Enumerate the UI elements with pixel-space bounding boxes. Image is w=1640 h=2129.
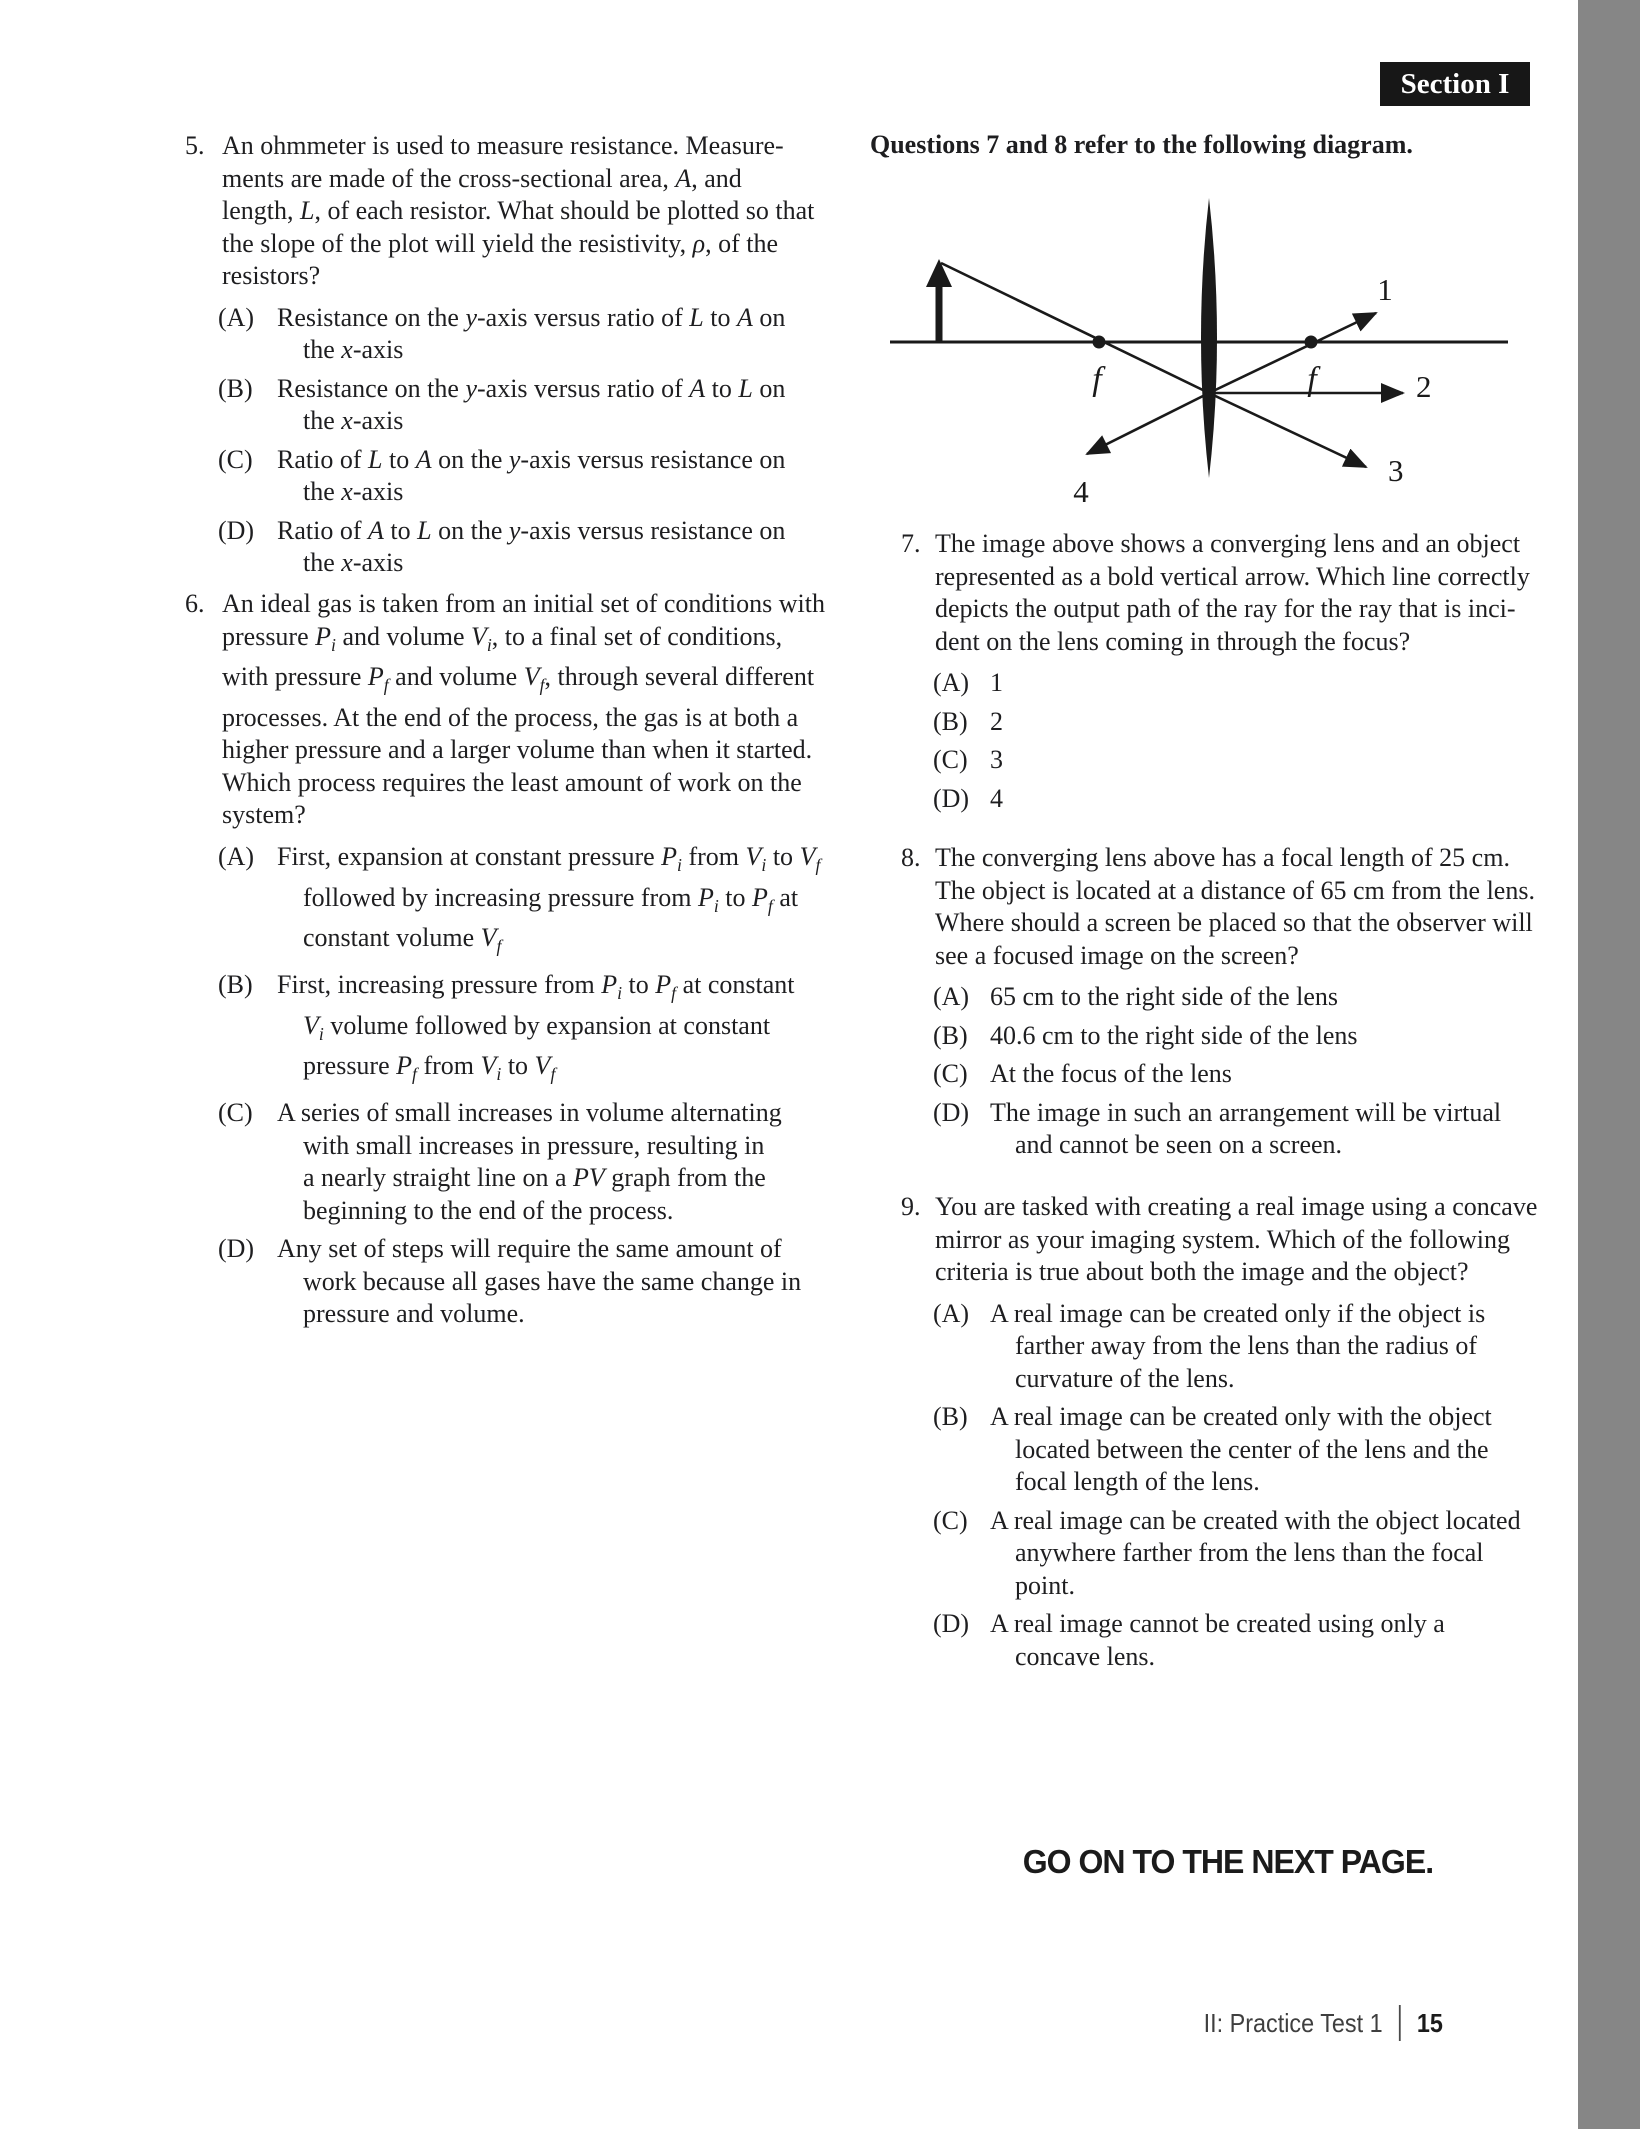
focal-point-left xyxy=(1093,336,1106,349)
question-9 xyxy=(901,1191,1541,1679)
option-text: First, increasing pressure from $P_i$ to $P_f$ at constant $V_i$ volume followed by expansion at constant pressure $P_f$ from $V_i$ to $V_f$ xyxy=(277,969,795,1085)
option-letter: (B) xyxy=(933,706,968,736)
question-8-option-b xyxy=(933,1020,1541,1053)
option-letter: (A) xyxy=(933,982,970,1011)
page-number: 15 xyxy=(1416,2007,1443,2038)
section-badge xyxy=(1380,62,1530,106)
incident-ray xyxy=(941,263,1209,393)
question-5-option-b xyxy=(218,373,845,438)
ray-1 xyxy=(1209,313,1376,393)
diagram-header: Questions 7 and 8 refer to the following diagram. xyxy=(870,130,1413,159)
option-text: Any set of steps will require the same amount of work because all gases have the same change in pressure and volume. xyxy=(277,1234,802,1328)
question-8-stem: The converging lens above has a focal length of 25 cm. The object is located at a distance of 65 cm from the lens. Where should a screen be placed so that the observer will see a focused image on the screen? xyxy=(935,843,1535,970)
option-text: Ratio of L to A on the y-axis versus resistance on the x-axis xyxy=(277,444,786,506)
question-6-option-d xyxy=(218,1233,845,1331)
question-5-option-a xyxy=(218,302,845,367)
footer-divider xyxy=(1399,2005,1401,2041)
question-6-option-c xyxy=(218,1097,845,1227)
object-arrow xyxy=(926,259,952,343)
go-on-instruction: GO ON TO THE NEXT PAGE. xyxy=(1022,1843,1433,1880)
option-letter: (D) xyxy=(933,1097,970,1127)
question-6 xyxy=(185,588,845,1337)
option-letter: (D) xyxy=(933,783,970,813)
ray-4-label: 4 xyxy=(1073,474,1089,509)
question-5-option-d xyxy=(218,515,845,580)
converging-lens xyxy=(1201,198,1217,478)
option-letter: (B) xyxy=(218,373,253,403)
question-7 xyxy=(901,528,1541,821)
question-5-stem: An ohmmeter is used to measure resistance. Measure- ments are made of the cross-sectional area, A, and length, L, of each resistor. What should be plotted so that the slope of the plot will yield the resistivity, ρ, of the resistors? xyxy=(222,131,815,290)
option-text: A series of small increases in volume alternating with small increases in pressure, resulting in a nearly straight line on a PV graph from the beginning to the end of the process. xyxy=(277,1098,782,1225)
focal-label-right: f xyxy=(1307,361,1317,398)
question-6-option-a xyxy=(218,841,845,963)
option-text: 3 xyxy=(990,745,1003,774)
ray-3-label: 3 xyxy=(1388,453,1404,488)
option-letter: (B) xyxy=(218,969,253,999)
option-text: Ratio of A to L on the y-axis versus resistance on the x-axis xyxy=(277,515,786,577)
question-9-stem: You are tasked with creating a real image using a concave mirror as your imaging system. Which of the following criteria is true about both the image and the object? xyxy=(935,1192,1538,1286)
ray-1-label: 1 xyxy=(1377,272,1393,307)
question-7-option-b xyxy=(933,706,1541,739)
question-9-option-d xyxy=(933,1608,1541,1673)
focal-label-left: f xyxy=(1092,361,1102,398)
option-text: The image in such an arrangement will be virtual and cannot be seen on a screen. xyxy=(990,1097,1502,1159)
option-letter: (C) xyxy=(933,1059,968,1088)
option-text: A real image can be created only if the object is farther away from the lens than the radius of curvature of the lens. xyxy=(990,1298,1486,1393)
option-letter: (B) xyxy=(933,1020,968,1050)
question-7-option-d xyxy=(933,783,1541,816)
question-5-option-c xyxy=(218,444,845,509)
question-6-stem: An ideal gas is taken from an initial set of conditions with pressure $P_i$ and volume $V_i$, to a final set of conditions, with pressure $P_f$ and volume $V_f$, through several different processes. At the end of the process, the gas is at both a higher pressure and a larger volume than when it started. Which process requires the least amount of work on the system? xyxy=(222,589,825,830)
option-text: A real image cannot be created using only a concave lens. xyxy=(990,1609,1445,1671)
question-5-number: 5. xyxy=(185,131,205,160)
section-badge-label: Section I xyxy=(1400,67,1510,100)
page-edge-band xyxy=(1578,0,1640,2129)
question-9-option-c xyxy=(933,1505,1541,1603)
option-text: At the focus of the lens xyxy=(990,1059,1232,1088)
option-text: A real image can be created only with the object located between the center of the lens and the focal length of the lens. xyxy=(990,1402,1492,1496)
option-letter: (D) xyxy=(218,515,255,545)
option-text: Resistance on the y-axis versus ratio of L to A on the x-axis xyxy=(277,302,786,364)
option-text: 2 xyxy=(990,706,1003,736)
option-text: 1 xyxy=(990,668,1003,697)
question-9-option-a xyxy=(933,1298,1541,1396)
option-letter: (C) xyxy=(218,1098,253,1127)
question-7-number: 7. xyxy=(901,529,921,558)
question-7-option-c xyxy=(933,744,1541,777)
option-text: 4 xyxy=(990,783,1003,813)
option-text: 65 cm to the right side of the lens xyxy=(990,982,1339,1011)
ray-4 xyxy=(1087,393,1209,454)
question-6-option-b xyxy=(218,969,845,1091)
option-letter: (C) xyxy=(933,745,968,774)
question-6-number: 6. xyxy=(185,589,205,618)
ray-2-label: 2 xyxy=(1416,369,1432,404)
option-letter: (D) xyxy=(218,1234,255,1263)
question-8-option-c xyxy=(933,1058,1541,1091)
question-8 xyxy=(901,842,1541,1168)
question-8-option-d xyxy=(933,1097,1541,1162)
option-letter: (A) xyxy=(933,668,970,697)
option-text: Resistance on the y-axis versus ratio of A to L on the x-axis xyxy=(277,373,786,435)
ray-3 xyxy=(1209,393,1366,467)
option-letter: (A) xyxy=(218,302,255,332)
question-8-number: 8. xyxy=(901,843,921,872)
footer-title: II: Practice Test 1 xyxy=(1203,2007,1383,2038)
question-9-number: 9. xyxy=(901,1192,921,1221)
option-letter: (A) xyxy=(218,841,255,871)
option-text: First, expansion at constant pressure $P_i$ from $V_i$ to $V_f$ followed by increasing pressure from $P_i$ to $P_f$ at constant volume $V_f$ xyxy=(277,841,821,957)
option-letter: (B) xyxy=(933,1402,968,1431)
option-letter: (C) xyxy=(933,1505,968,1535)
question-7-option-a xyxy=(933,667,1541,700)
question-9-option-b xyxy=(933,1401,1541,1499)
option-letter: (A) xyxy=(933,1298,970,1328)
option-text: 40.6 cm to the right side of the lens xyxy=(990,1020,1358,1050)
lens-ray-diagram xyxy=(860,185,1520,515)
option-letter: (D) xyxy=(933,1609,970,1638)
option-text: A real image can be created with the object located anywhere farther from the lens than the focal point. xyxy=(990,1505,1521,1600)
question-7-stem: The image above shows a converging lens and an object represented as a bold vertical arrow. Which line correctly depicts the output path of the ray for the ray that is inci- dent on the lens coming in through the focus? xyxy=(935,529,1530,656)
question-8-option-a xyxy=(933,981,1541,1014)
option-letter: (C) xyxy=(218,444,253,474)
question-5 xyxy=(185,130,845,586)
page-footer xyxy=(1204,2005,1443,2041)
